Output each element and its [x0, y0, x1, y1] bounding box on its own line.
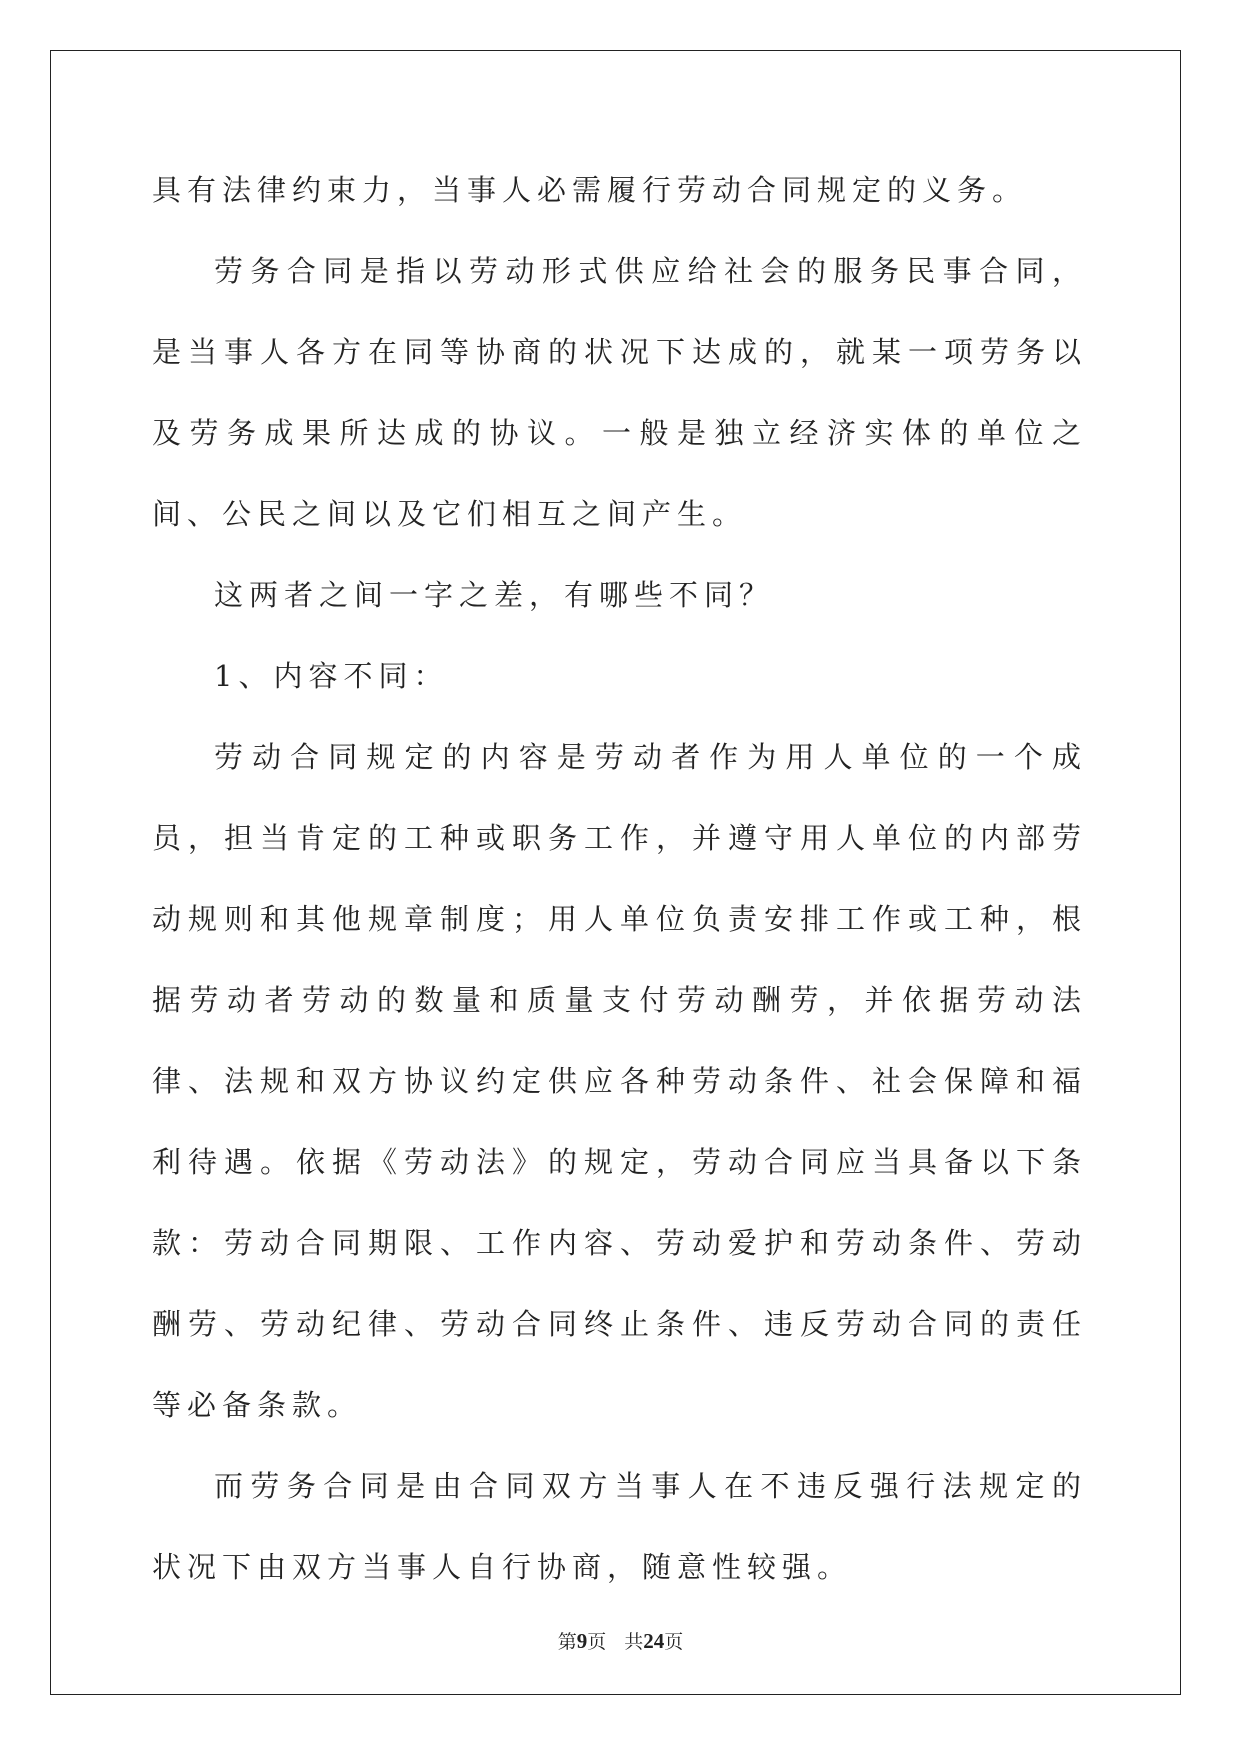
paragraph: 劳务合同是指以劳动形式供应给社会的服务民事合同，是当事人各方在同等协商的状况下达成的，就某一项劳务以及劳务成果所达成的协议。一般是独立经济实体的单位之间、公民之间以及它们相互之间产生。 — [152, 254, 1087, 531]
document-body — [152, 150, 1087, 1608]
paragraph: 这两者之间一字之差，有哪些不同？ — [214, 578, 775, 612]
total-pages: 24 — [643, 1629, 665, 1653]
paragraph: 具有法律约束力，当事人必需履行劳动合同规定的义务。 — [152, 173, 1028, 207]
total-suffix: 页 — [664, 1631, 684, 1653]
page-prefix: 第 — [557, 1631, 577, 1653]
paragraph: 而劳务合同是由合同双方当事人在不违反强行法规定的状况下由双方当事人自行协商，随意性较强。 — [152, 1469, 1087, 1584]
page-number: 9 — [576, 1629, 588, 1653]
total-prefix: 共 — [624, 1631, 644, 1653]
paragraph: 劳动合同规定的内容是劳动者作为用人单位的一个成员，担当肯定的工种或职务工作，并遵守用人单位的内部劳动规则和其他规章制度；用人单位负责安排工作或工种，根据劳动者劳动的数量和质量支付劳动酬劳，并依据劳动法律、法规和双方协议约定供应各种劳动条件、社会保障和福利待遇。依据《劳动法》的规定，劳动合同应当具备以下条款：劳动合同期限、工作内容、劳动爱护和劳动条件、劳动酬劳、劳动纪律、劳动合同终止条件、违反劳动合同的责任等必备条款。 — [152, 740, 1087, 1422]
page-footer — [0, 1627, 1241, 1654]
paragraph: 1、内容不同： — [214, 659, 449, 693]
page-suffix: 页 — [587, 1631, 607, 1653]
